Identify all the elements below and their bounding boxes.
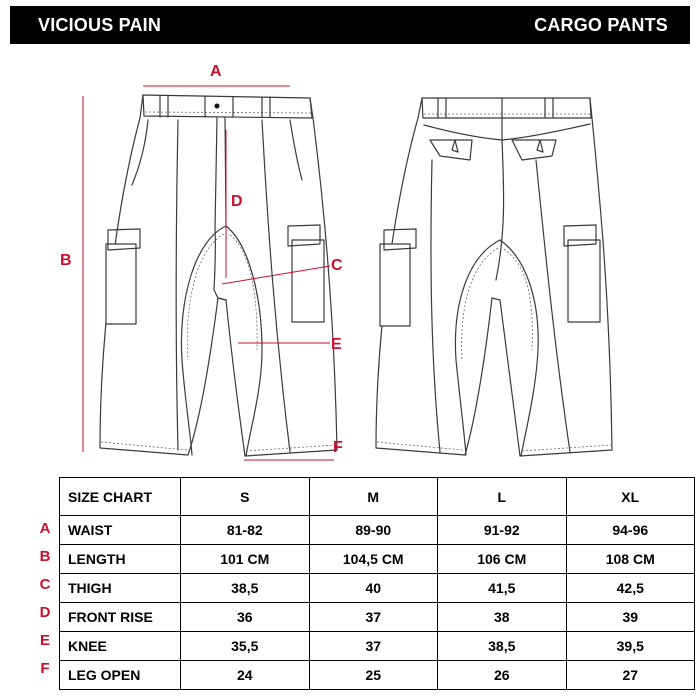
row-name: FRONT RISE — [60, 603, 181, 632]
table-row — [60, 545, 695, 574]
measurement-label-f: F — [333, 439, 343, 456]
back-view-pants — [376, 98, 612, 456]
cell-value: 39,5 — [566, 632, 695, 661]
brand-title: VICIOUS PAIN — [38, 15, 162, 35]
row-name: LENGTH — [60, 545, 181, 574]
cell-value: 24 — [181, 661, 310, 690]
cell-value: 101 CM — [181, 545, 310, 574]
table-row — [60, 603, 695, 632]
cell-value: 104,5 CM — [309, 545, 438, 574]
row-letter-b: B — [39, 548, 51, 565]
row-letter-c: C — [39, 576, 51, 593]
cell-value: 40 — [309, 574, 438, 603]
table-row — [60, 516, 695, 545]
button-icon — [215, 104, 220, 109]
row-name: THIGH — [60, 574, 181, 603]
cell-value: 38,5 — [181, 574, 310, 603]
header-cell-m: M — [309, 478, 438, 516]
header-cell-l: L — [438, 478, 567, 516]
measurement-label-a: A — [210, 63, 222, 80]
header-cell-s: S — [181, 478, 310, 516]
row-name: LEG OPEN — [60, 661, 181, 690]
cell-value: 37 — [309, 603, 438, 632]
row-letter-a: A — [39, 520, 51, 537]
measurement-label-c: C — [331, 257, 343, 274]
cell-value: 91-92 — [438, 516, 567, 545]
header-cell-label: SIZE CHART — [60, 478, 181, 516]
cell-value: 89-90 — [309, 516, 438, 545]
row-letter-f: F — [40, 660, 50, 677]
title-bar — [10, 6, 690, 44]
measurement-label-d: D — [231, 193, 243, 210]
row-name: WAIST — [60, 516, 181, 545]
table-row — [60, 574, 695, 603]
cell-value: 27 — [566, 661, 695, 690]
product-title: CARGO PANTS — [534, 15, 668, 35]
cell-value: 108 CM — [566, 545, 695, 574]
cell-value: 37 — [309, 632, 438, 661]
header-cell-xl: XL — [566, 478, 695, 516]
row-name: KNEE — [60, 632, 181, 661]
measurement-label-e: E — [331, 336, 342, 353]
front-view-pants — [100, 95, 337, 456]
cell-value: 42,5 — [566, 574, 695, 603]
table-row — [60, 661, 695, 690]
cell-value: 106 CM — [438, 545, 567, 574]
row-letter-e: E — [39, 632, 50, 649]
size-chart-table — [59, 477, 695, 690]
cell-value: 39 — [566, 603, 695, 632]
cell-value: 94-96 — [566, 516, 695, 545]
table-row — [60, 632, 695, 661]
row-letter-d: D — [39, 604, 51, 621]
measurement-label-b: B — [60, 252, 72, 269]
cell-value: 35,5 — [181, 632, 310, 661]
cell-value: 81-82 — [181, 516, 310, 545]
table-header-row — [60, 478, 695, 516]
cell-value: 26 — [438, 661, 567, 690]
cell-value: 38,5 — [438, 632, 567, 661]
cell-value: 41,5 — [438, 574, 567, 603]
cell-value: 38 — [438, 603, 567, 632]
cell-value: 36 — [181, 603, 310, 632]
cell-value: 25 — [309, 661, 438, 690]
pants-measurement-diagram — [0, 44, 700, 476]
